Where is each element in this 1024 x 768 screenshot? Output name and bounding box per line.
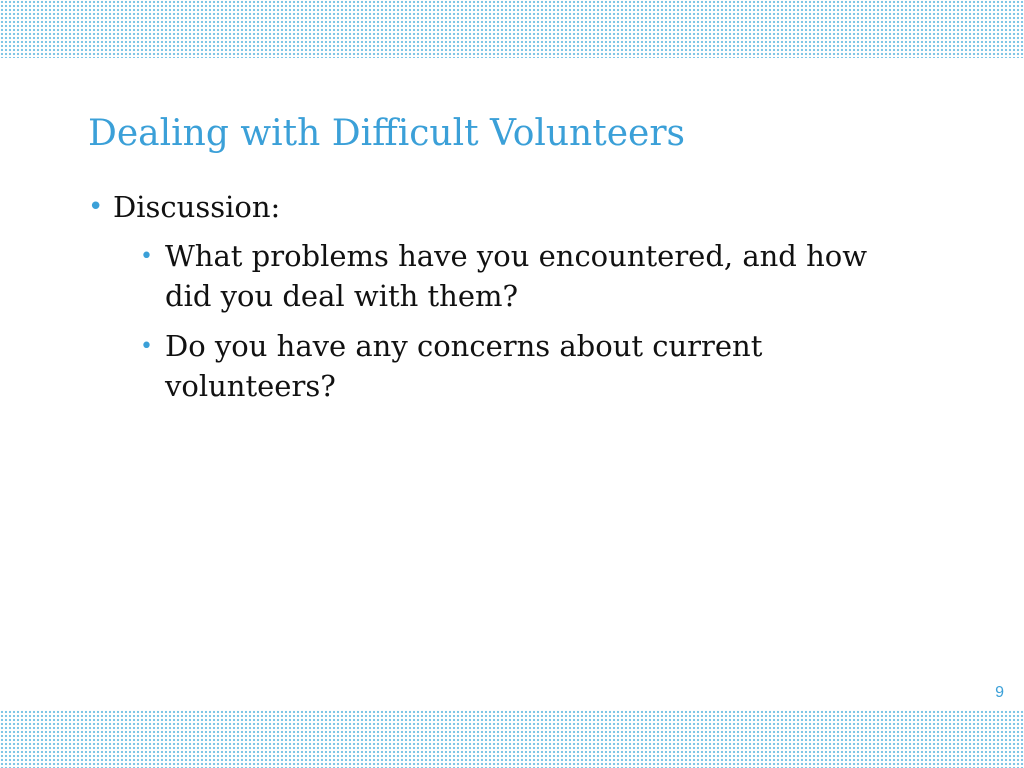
sub-bullet-text: Do you have any concerns about current volunteers?	[165, 329, 763, 403]
sub-bullet-item	[140, 326, 908, 406]
top-dot-pattern	[0, 0, 1024, 58]
page-number: 9	[995, 684, 1004, 701]
slide-body	[88, 188, 908, 416]
sub-bullet-item	[140, 236, 908, 316]
bullet-list	[88, 188, 908, 406]
bottom-dot-pattern	[0, 710, 1024, 768]
bullet-dot-icon: •	[140, 244, 153, 269]
slide-title: Dealing with Difficult Volunteers	[88, 113, 686, 154]
bullet-item-discussion	[88, 188, 908, 406]
bullet-text: Discussion:	[113, 190, 281, 224]
bullet-dot-icon: •	[88, 192, 104, 222]
sub-bullet-text: What problems have you encountered, and how did you deal with them?	[165, 239, 868, 313]
sub-bullet-list	[140, 236, 908, 406]
bullet-dot-icon: •	[140, 334, 153, 359]
